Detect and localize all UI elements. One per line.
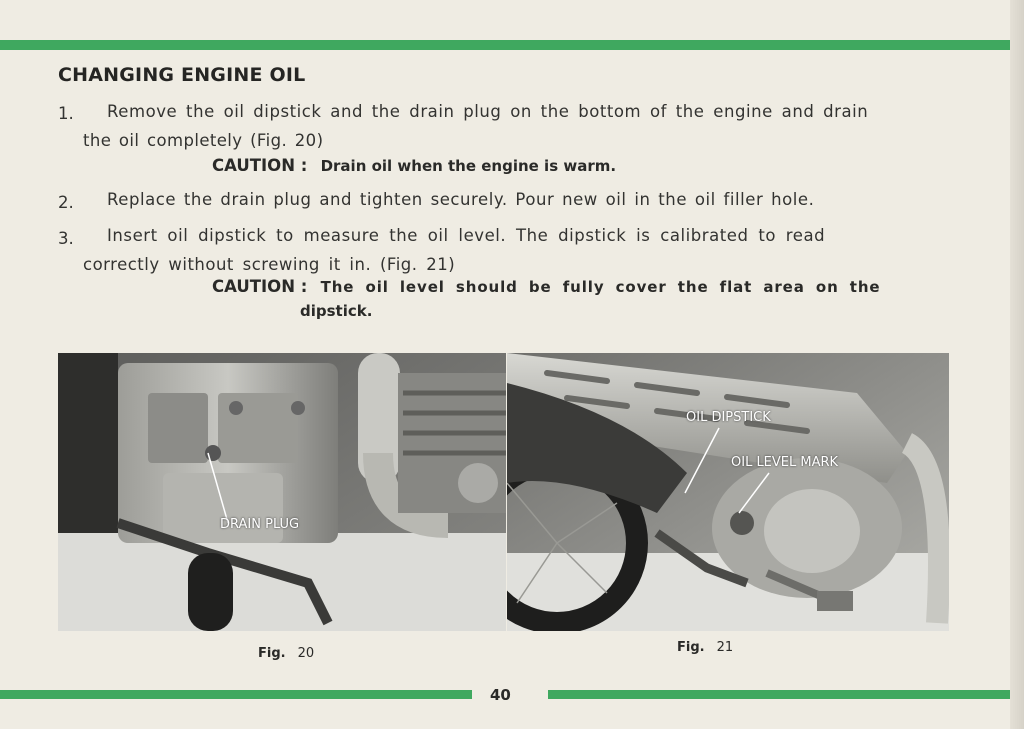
step-3-line-1: Insert oil dipstick to measure the oil level. The dipstick is calibrated to read — [107, 226, 826, 245]
caution-2-continued: dipstick. — [300, 302, 373, 320]
bottom-green-rule-left — [0, 690, 472, 699]
step-3-line-2: correctly without screwing it in. (Fig. 21) — [83, 255, 456, 274]
fig-20-caption — [258, 646, 314, 661]
fig-21-caption-label: Fig. — [677, 640, 705, 655]
step-1-line-2: the oil completely (Fig. 20) — [83, 131, 324, 150]
caution-1-label: CAUTION : — [212, 156, 308, 175]
fig-20-photo — [58, 353, 506, 631]
step-3-number: 3. — [58, 229, 74, 248]
step-1-number: 1. — [58, 104, 74, 123]
fig-20-caption-label: Fig. — [258, 646, 286, 661]
fig-21-photo — [507, 353, 949, 631]
fig-21-caption-number: 21 — [716, 640, 734, 655]
caution-2-label: CAUTION : — [212, 277, 308, 296]
top-green-rule — [0, 40, 1010, 50]
caution-1 — [212, 156, 616, 175]
bottom-green-rule-right — [548, 690, 1010, 699]
step-1-line-1: Remove the oil dipstick and the drain plug on the bottom of the engine and drain — [107, 102, 869, 121]
caution-2-text: The oil level should be fully cover the flat area on the — [320, 278, 881, 296]
oil-dipstick-callout: OIL DIPSTICK — [686, 410, 771, 425]
drain-plug-callout: DRAIN PLUG — [220, 517, 300, 532]
step-2-line-1: Replace the drain plug and tighten securely. Pour new oil in the oil filler hole. — [107, 190, 815, 209]
page-edge — [1010, 0, 1024, 729]
fig-20-caption-number: 20 — [297, 646, 315, 661]
fig-21-caption — [677, 640, 733, 655]
oil-level-mark-callout: OIL LEVEL MARK — [731, 455, 839, 470]
caution-1-text: Drain oil when the engine is warm. — [320, 157, 617, 175]
caution-2 — [212, 277, 881, 296]
page-title: CHANGING ENGINE OIL — [58, 64, 306, 86]
step-2-number: 2. — [58, 193, 74, 212]
page-number: 40 — [490, 686, 511, 704]
